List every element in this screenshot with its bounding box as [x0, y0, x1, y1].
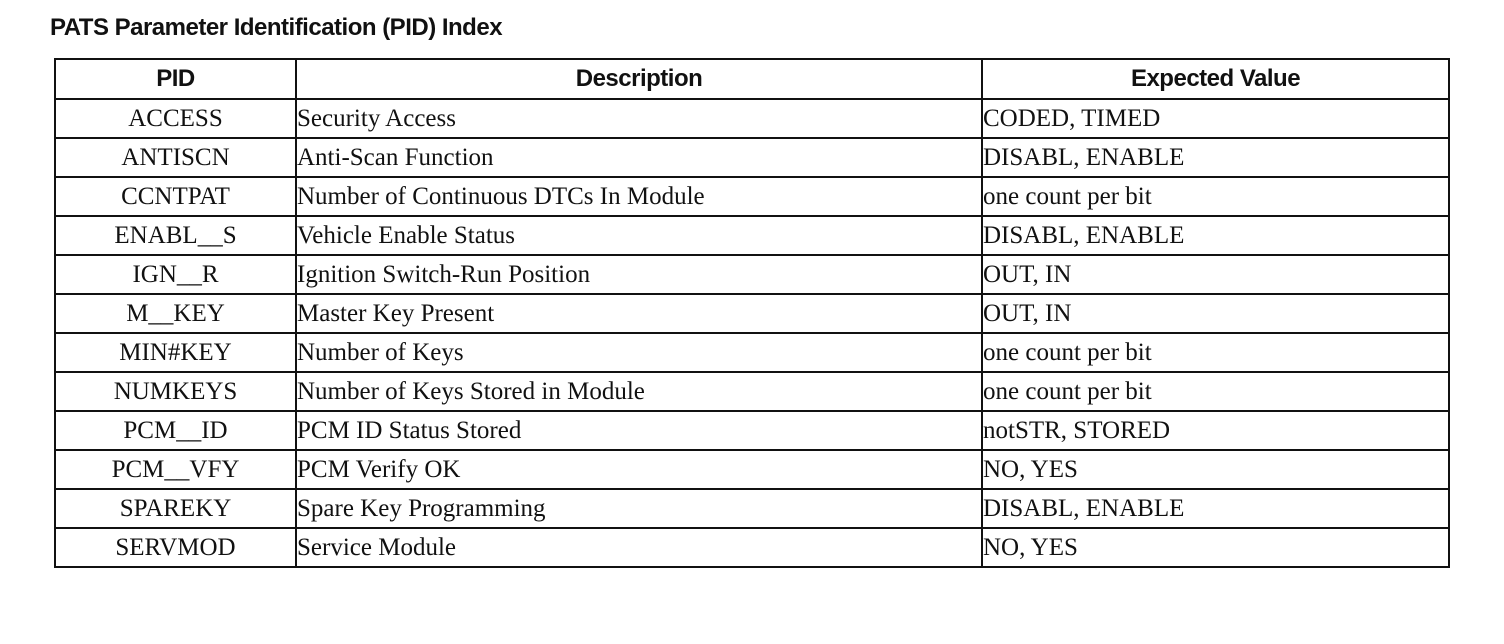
pid-cell: NUMKEYS — [55, 372, 296, 411]
table-row — [55, 138, 1449, 177]
expected-value-cell: NO, YES — [982, 528, 1449, 567]
table-row — [55, 489, 1449, 528]
table-row — [55, 528, 1449, 567]
expected-value-cell: OUT, IN — [982, 255, 1449, 294]
pid-cell: ACCESS — [55, 99, 296, 138]
expected-value-cell: NO, YES — [982, 450, 1449, 489]
pid-cell: SPAREKY — [55, 489, 296, 528]
description-cell: PCM ID Status Stored — [296, 411, 982, 450]
description-cell: Security Access — [296, 99, 982, 138]
description-cell: Number of Continuous DTCs In Module — [296, 177, 982, 216]
table-header-row — [55, 59, 1449, 99]
pid-cell: IGN__R — [55, 255, 296, 294]
table-body — [55, 99, 1449, 567]
expected-value-cell: one count per bit — [982, 333, 1449, 372]
expected-value-cell: DISABL, ENABLE — [982, 489, 1449, 528]
pid-cell: CCNTPAT — [55, 177, 296, 216]
table-row — [55, 294, 1449, 333]
column-header-pid: PID — [55, 59, 296, 99]
description-cell: Vehicle Enable Status — [296, 216, 982, 255]
table-row — [55, 216, 1449, 255]
description-cell: Number of Keys — [296, 333, 982, 372]
pid-cell: PCM__VFY — [55, 450, 296, 489]
description-cell: Anti-Scan Function — [296, 138, 982, 177]
expected-value-cell: OUT, IN — [982, 294, 1449, 333]
column-header-expected-value: Expected Value — [982, 59, 1449, 99]
pid-cell: ENABL__S — [55, 216, 296, 255]
description-cell: Number of Keys Stored in Module — [296, 372, 982, 411]
page-title: PATS Parameter Identification (PID) Index — [50, 14, 503, 41]
description-cell: Service Module — [296, 528, 982, 567]
expected-value-cell: DISABL, ENABLE — [982, 138, 1449, 177]
expected-value-cell: CODED, TIMED — [982, 99, 1449, 138]
pid-cell: PCM__ID — [55, 411, 296, 450]
table-row — [55, 177, 1449, 216]
pid-cell: ANTISCN — [55, 138, 296, 177]
description-cell: Master Key Present — [296, 294, 982, 333]
pid-cell: SERVMOD — [55, 528, 296, 567]
description-cell: Spare Key Programming — [296, 489, 982, 528]
table-row — [55, 372, 1449, 411]
table-row — [55, 333, 1449, 372]
pid-cell: MIN#KEY — [55, 333, 296, 372]
expected-value-cell: DISABL, ENABLE — [982, 216, 1449, 255]
pid-cell: M__KEY — [55, 294, 296, 333]
pid-index-table — [54, 58, 1450, 568]
column-header-description: Description — [296, 59, 982, 99]
table-row — [55, 255, 1449, 294]
table-row — [55, 450, 1449, 489]
table-row — [55, 411, 1449, 450]
expected-value-cell: one count per bit — [982, 372, 1449, 411]
expected-value-cell: one count per bit — [982, 177, 1449, 216]
description-cell: Ignition Switch-Run Position — [296, 255, 982, 294]
description-cell: PCM Verify OK — [296, 450, 982, 489]
expected-value-cell: notSTR, STORED — [982, 411, 1449, 450]
table-row — [55, 99, 1449, 138]
